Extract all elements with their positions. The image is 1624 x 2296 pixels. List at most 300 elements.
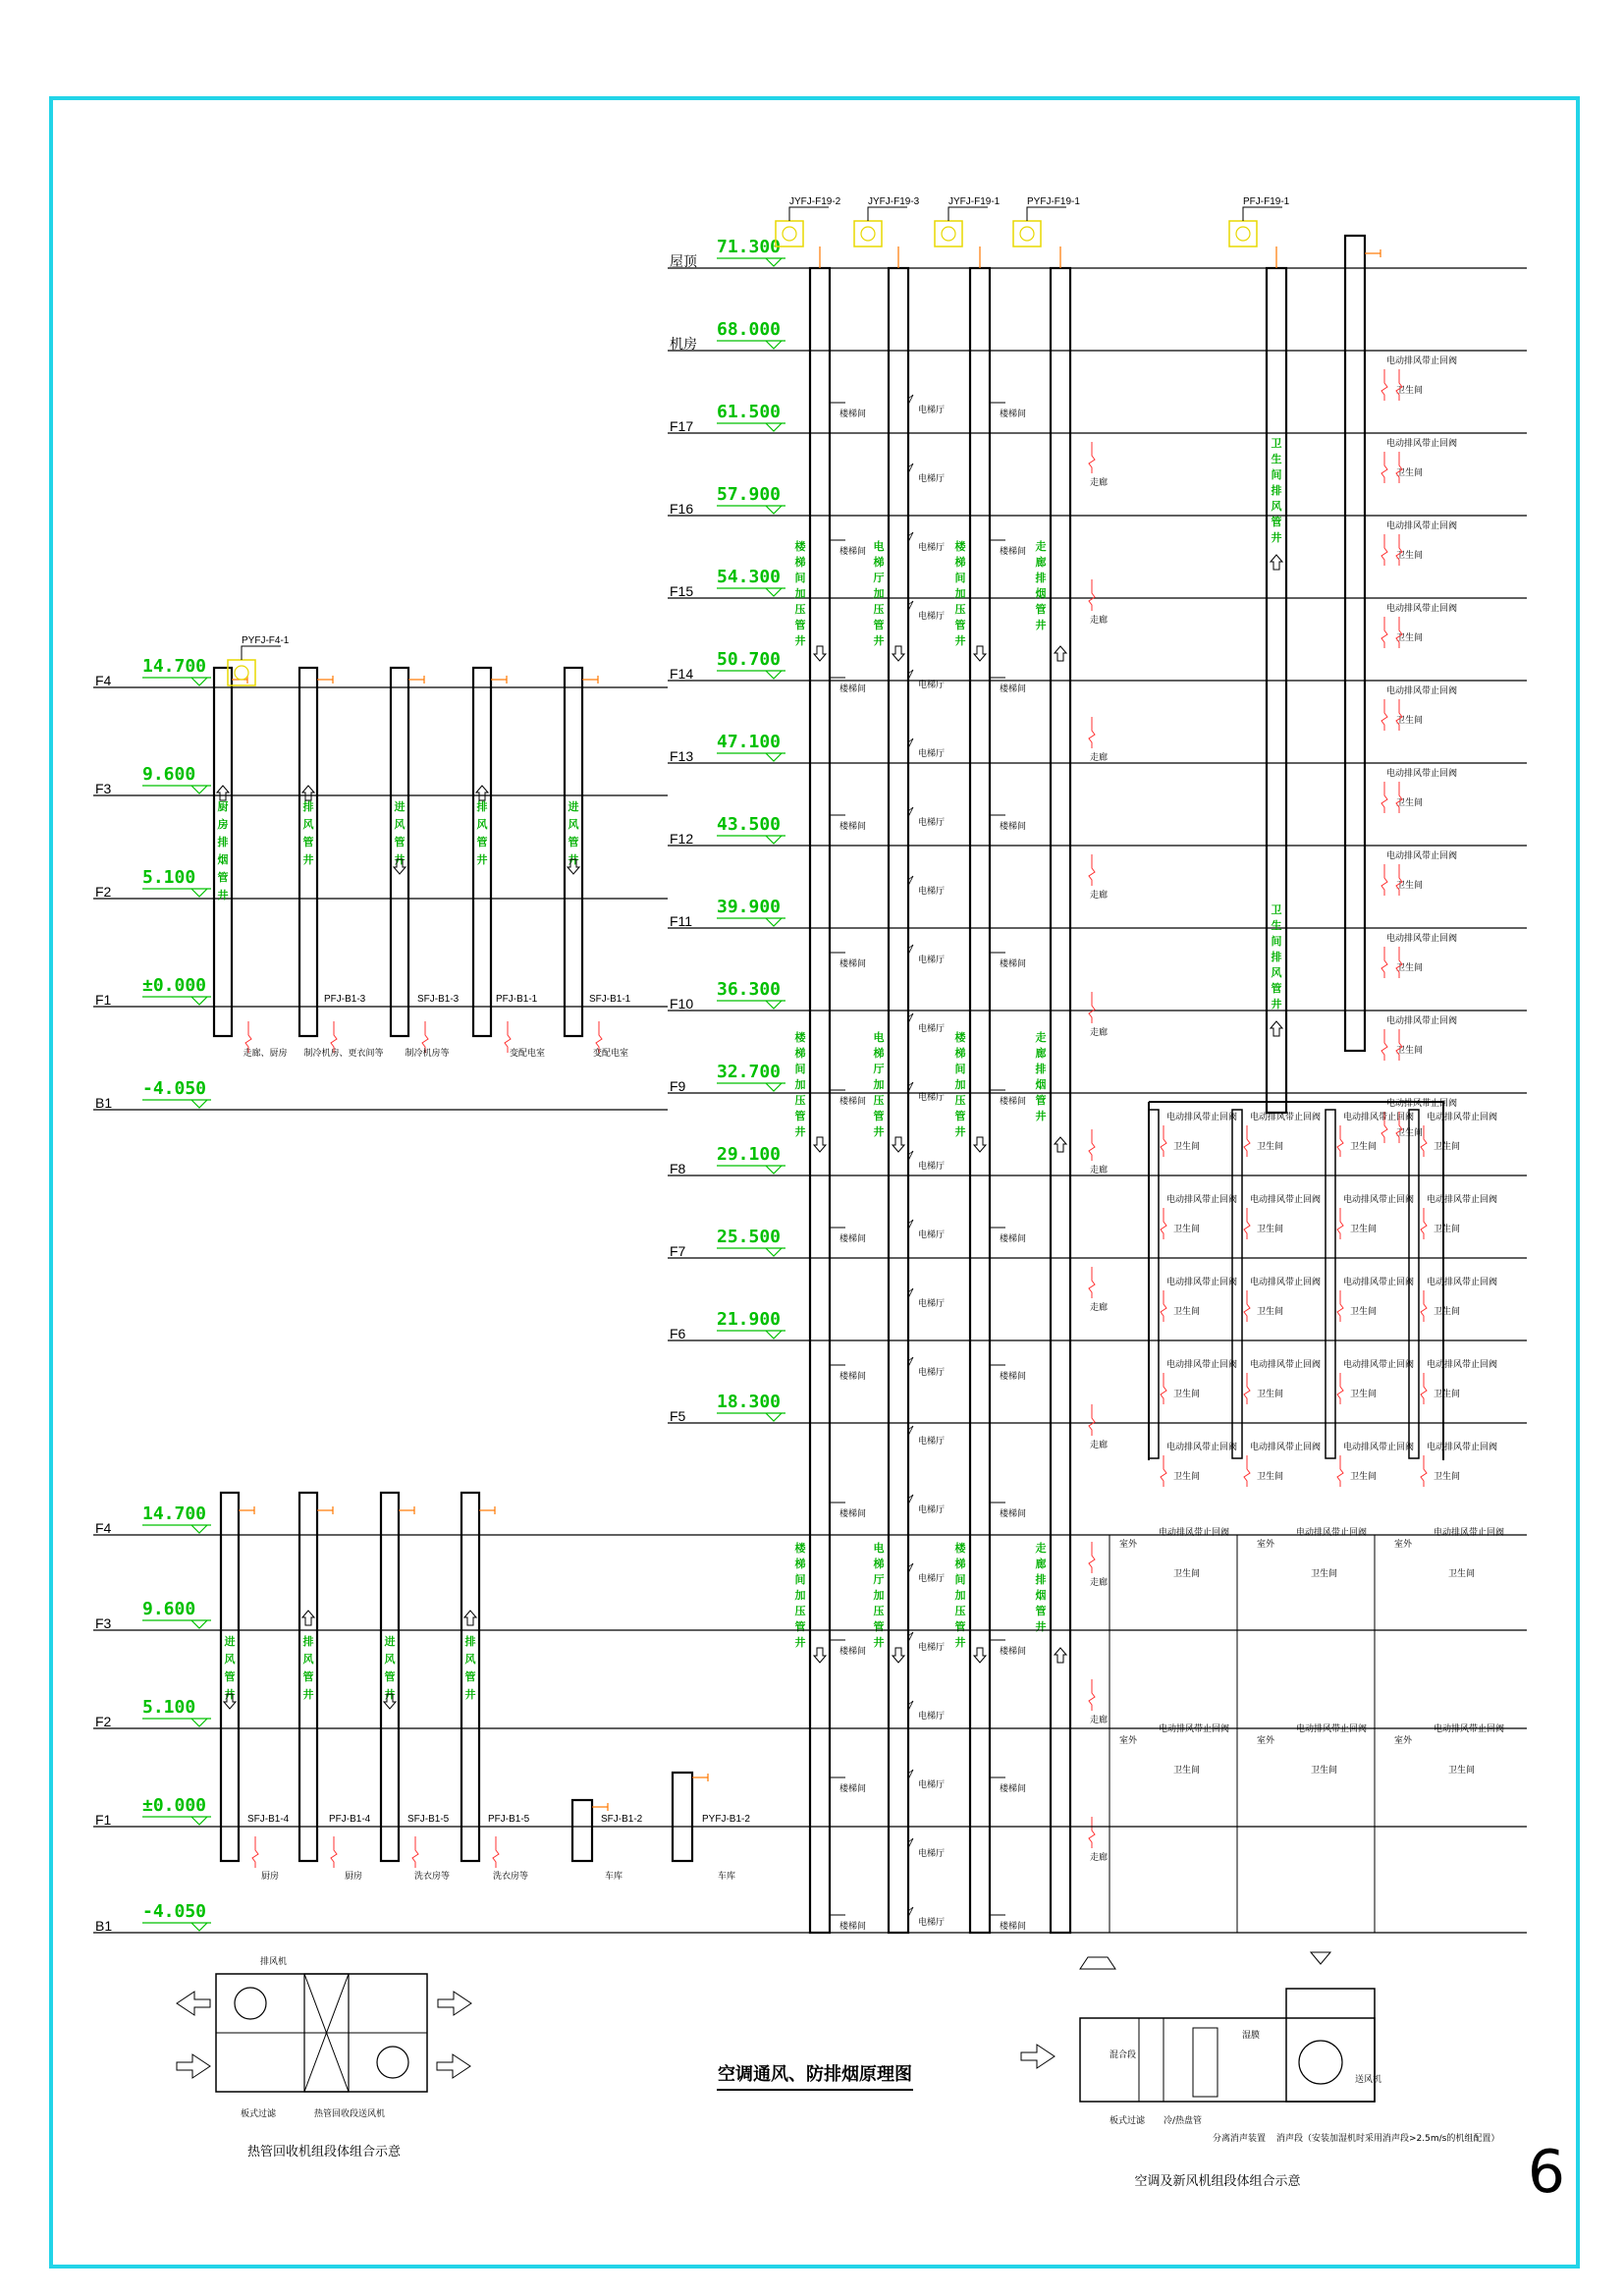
shaft-label: 风 <box>302 1653 314 1666</box>
damper-label: 电动排风带止回阀 <box>1386 686 1458 696</box>
room-label: 楼梯间 <box>1000 1509 1027 1519</box>
shaft-label: 生 <box>1271 919 1282 932</box>
room-label: 卫生间 <box>1448 1766 1476 1776</box>
room-label: 卫生间 <box>1396 1128 1424 1138</box>
shaft-label: 管 <box>1035 1094 1047 1107</box>
shaft-label: 烟 <box>217 853 229 866</box>
fan-tag: JYFJ-F19-1 <box>948 196 1001 207</box>
unit-label: 板式过滤 <box>1110 2116 1146 2126</box>
room-label: 室外 <box>1394 1540 1413 1550</box>
damper-label: 电动排风带止回阀 <box>1386 356 1458 366</box>
damper-label: 电动排风带止回阀 <box>1250 1195 1322 1205</box>
shaft-label: 井 <box>1035 1110 1047 1122</box>
fan-tag: PFJ-B1-5 <box>488 1814 530 1825</box>
floor-label: 屋顶 <box>670 253 697 269</box>
floor-label: F7 <box>670 1243 686 1259</box>
floor-label: F17 <box>670 418 694 434</box>
room-label: 楼梯间 <box>1000 959 1027 969</box>
room-label: 走廊 <box>1090 1028 1109 1038</box>
room-label: 卫生间 <box>1350 1390 1378 1399</box>
shaft-label: 梯 <box>873 1558 885 1570</box>
room-label: 楼梯间 <box>1000 1647 1027 1657</box>
room-label: 卫生间 <box>1173 1225 1201 1234</box>
shaft-label: 排 <box>1271 484 1282 497</box>
shaft-label: 压 <box>794 1094 806 1107</box>
room-label: 卫生间 <box>1396 1046 1424 1056</box>
damper-label: 电动排风带止回阀 <box>1250 1278 1322 1287</box>
elevation-label: 36.300 <box>717 979 782 1000</box>
shaft-label: 间 <box>1271 935 1282 948</box>
room-label: 走廊 <box>1090 753 1109 763</box>
room-label: 卫生间 <box>1173 1390 1201 1399</box>
shaft-label: 加 <box>873 1589 885 1602</box>
room-label: 卫生间 <box>1173 1766 1201 1776</box>
shaft-label: 廊 <box>1035 1558 1047 1570</box>
floor-label: F15 <box>670 583 694 599</box>
elevation-label: ±0.000 <box>142 1795 207 1816</box>
elevation-label: 14.700 <box>142 1503 207 1524</box>
shaft-label: 风 <box>1271 966 1282 979</box>
shaft-label: 梯 <box>954 556 966 569</box>
shaft-label: 烟 <box>1035 587 1047 600</box>
shaft-label: 加 <box>954 1589 966 1602</box>
unit-label: 送风机 <box>358 2109 386 2119</box>
shaft-label: 风 <box>384 1653 396 1666</box>
room-label: 室外 <box>1257 1540 1275 1550</box>
elevation-label: 57.900 <box>717 484 782 505</box>
damper-label: 电动排风带止回阀 <box>1296 1724 1368 1734</box>
room-label: 室外 <box>1119 1736 1138 1746</box>
shaft-label: 井 <box>384 1688 396 1701</box>
elevation-label: 14.700 <box>142 656 207 677</box>
room-label: 楼梯间 <box>1000 1097 1027 1107</box>
shaft-label: 进 <box>394 800 406 813</box>
room-label: 走廊 <box>1090 1441 1109 1450</box>
shaft-label: 梯 <box>873 1047 885 1060</box>
shaft-label: 加 <box>954 1078 966 1091</box>
floor-label: F9 <box>670 1078 686 1094</box>
room-label: 室外 <box>1394 1736 1413 1746</box>
shaft-label: 压 <box>954 603 966 616</box>
shaft-label: 井 <box>954 1636 966 1649</box>
shaft-label: 管 <box>394 836 406 848</box>
room-label: 室外 <box>1119 1540 1138 1550</box>
shaft-label: 梯 <box>873 556 885 569</box>
shaft-label: 井 <box>794 634 806 647</box>
room-label: 电梯厅 <box>918 1505 946 1515</box>
elevation-label: 9.600 <box>142 1599 196 1619</box>
elevation-label: 25.500 <box>717 1227 782 1247</box>
room-label: 走廊 <box>1090 1578 1109 1588</box>
elevation-label: 68.000 <box>717 319 782 340</box>
shaft-label: 井 <box>873 1125 885 1138</box>
damper-label: 电动排风带止回阀 <box>1427 1360 1498 1370</box>
room-label: 制冷机房等 <box>405 1049 450 1059</box>
damper-label: 电动排风带止回阀 <box>1343 1278 1415 1287</box>
shaft-label: 井 <box>1035 619 1047 631</box>
room-label: 卫生间 <box>1434 1307 1461 1317</box>
room-label: 洗衣房等 <box>492 1872 529 1882</box>
room-label: 电梯厅 <box>918 1093 946 1103</box>
floor-label: 机房 <box>670 336 697 352</box>
shaft-label: 井 <box>224 1688 236 1701</box>
room-label: 卫生间 <box>1396 963 1424 973</box>
room-label: 卫生间 <box>1311 1569 1338 1579</box>
shaft-label: 管 <box>794 619 806 631</box>
shaft-label: 井 <box>794 1125 806 1138</box>
elevation-label: 32.700 <box>717 1062 782 1082</box>
damper-label: 电动排风带止回阀 <box>1166 1113 1238 1122</box>
room-label: 电梯厅 <box>918 406 946 415</box>
room-label: 电梯厅 <box>918 1299 946 1309</box>
room-label: 室外 <box>1257 1736 1275 1746</box>
room-label: 走廊 <box>1090 478 1109 488</box>
shaft-label: 厨 <box>217 800 229 813</box>
shaft-label: 电 <box>873 1542 885 1555</box>
shaft-label: 管 <box>302 836 314 848</box>
room-label: 楼梯间 <box>839 1097 867 1107</box>
room-label: 制冷机房、更衣间等 <box>303 1049 384 1059</box>
damper-label: 电动排风带止回阀 <box>1386 769 1458 779</box>
room-label: 卫生间 <box>1396 468 1424 478</box>
shaft-label: 管 <box>1035 1605 1047 1617</box>
shaft-label: 管 <box>568 836 579 848</box>
damper-label: 电动排风带止回阀 <box>1159 1528 1230 1538</box>
shaft-label: 风 <box>476 818 488 831</box>
elevation-label: 39.900 <box>717 897 782 917</box>
shaft-label: 间 <box>794 1063 806 1075</box>
room-label: 走廊 <box>1090 891 1109 901</box>
room-label: 卫生间 <box>1173 1307 1201 1317</box>
damper-label: 电动排风带止回阀 <box>1250 1360 1322 1370</box>
elevation-label: 54.300 <box>717 567 782 587</box>
room-label: 走廊 <box>1090 616 1109 626</box>
floor-label: F4 <box>95 673 112 688</box>
shaft-label: 加 <box>873 1078 885 1091</box>
shaft-label: 管 <box>794 1110 806 1122</box>
room-label: 卫生间 <box>1396 716 1424 726</box>
floor-label: F3 <box>95 1615 112 1631</box>
shaft-label: 楼 <box>794 1031 806 1044</box>
shaft-label: 压 <box>873 1094 885 1107</box>
damper-label: 电动排风带止回阀 <box>1386 439 1458 449</box>
damper-label: 电动排风带止回阀 <box>1386 521 1458 531</box>
floor-label: F6 <box>670 1326 686 1341</box>
shaft-label: 管 <box>954 619 966 631</box>
fan-tag: JYFJ-F19-2 <box>789 196 841 207</box>
damper-label: 电动排风带止回阀 <box>1427 1443 1498 1452</box>
room-label: 卫生间 <box>1350 1472 1378 1482</box>
unit-label: 混合段 <box>1110 2050 1137 2060</box>
damper-label: 电动排风带止回阀 <box>1159 1724 1230 1734</box>
shaft-label: 楼 <box>954 1542 966 1555</box>
shaft-label: 加 <box>794 1589 806 1602</box>
elevation-label: 9.600 <box>142 764 196 785</box>
damper-label: 电动排风带止回阀 <box>1166 1443 1238 1452</box>
fan-tag: PYFJ-F4-1 <box>242 635 290 646</box>
unit-label: 热管回收段 <box>314 2109 359 2119</box>
room-label: 卫生间 <box>1350 1225 1378 1234</box>
room-label: 卫生间 <box>1257 1225 1284 1234</box>
floor-label: F13 <box>670 748 694 764</box>
shaft-label: 廊 <box>1035 1047 1047 1060</box>
shaft-label: 楼 <box>794 1542 806 1555</box>
room-label: 洗衣房等 <box>413 1872 451 1882</box>
elevation-label: 43.500 <box>717 814 782 835</box>
damper-label: 电动排风带止回阀 <box>1343 1360 1415 1370</box>
shaft-label: 井 <box>1035 1620 1047 1633</box>
shaft-label: 间 <box>1271 468 1282 481</box>
elevation-label: 5.100 <box>142 1697 196 1718</box>
damper-label: 电动排风带止回阀 <box>1427 1195 1498 1205</box>
damper-label: 电动排风带止回阀 <box>1427 1113 1498 1122</box>
room-label: 卫生间 <box>1434 1142 1461 1152</box>
page-number: 6 <box>1527 2138 1566 2207</box>
room-label: 电梯厅 <box>918 887 946 897</box>
room-label: 走廊 <box>1090 1716 1109 1725</box>
shaft-label: 管 <box>954 1620 966 1633</box>
floor-label: F5 <box>670 1408 686 1424</box>
damper-label: 电动排风带止回阀 <box>1343 1195 1415 1205</box>
room-label: 楼梯间 <box>839 822 867 832</box>
elevation-label: -4.050 <box>142 1901 207 1922</box>
floor-label: F1 <box>95 1812 112 1828</box>
damper-label: 电动排风带止回阀 <box>1166 1360 1238 1370</box>
room-label: 卫生间 <box>1396 881 1424 891</box>
damper-label: 电动排风带止回阀 <box>1434 1724 1505 1734</box>
shaft-label: 井 <box>1271 998 1282 1011</box>
shaft-label: 排 <box>302 800 314 813</box>
room-label: 卫生间 <box>1257 1390 1284 1399</box>
shaft-label: 排 <box>1035 572 1047 584</box>
floor-label: F14 <box>670 666 694 682</box>
room-label: 楼梯间 <box>1000 1922 1027 1932</box>
shaft-label: 风 <box>1271 500 1282 513</box>
fan-tag: PFJ-B1-1 <box>496 994 538 1005</box>
room-label: 楼梯间 <box>839 1784 867 1794</box>
shaft-label: 井 <box>394 853 406 866</box>
damper-label: 电动排风带止回阀 <box>1343 1113 1415 1122</box>
shaft-label: 井 <box>302 853 314 866</box>
shaft-label: 井 <box>302 1688 314 1701</box>
shaft-label: 排 <box>1035 1063 1047 1075</box>
shaft-label: 烟 <box>1035 1589 1047 1602</box>
shaft-label: 管 <box>873 1110 885 1122</box>
room-label: 楼梯间 <box>1000 410 1027 419</box>
shaft-label: 管 <box>384 1670 396 1683</box>
room-label: 卫生间 <box>1173 1472 1201 1482</box>
shaft-label: 管 <box>217 871 229 884</box>
damper-label: 电动排风带止回阀 <box>1386 1016 1458 1026</box>
floor-label: F2 <box>95 1714 112 1729</box>
shaft-label: 走 <box>1035 540 1047 553</box>
shaft-label: 电 <box>873 540 885 553</box>
room-label: 楼梯间 <box>1000 1784 1027 1794</box>
room-label: 电梯厅 <box>918 1918 946 1928</box>
shaft-label: 管 <box>302 1670 314 1683</box>
room-label: 厨房 <box>260 1872 280 1882</box>
room-label: 电梯厅 <box>918 1437 946 1447</box>
shaft-label: 井 <box>954 634 966 647</box>
room-label: 卫生间 <box>1257 1142 1284 1152</box>
shaft-label: 管 <box>476 836 488 848</box>
shaft-label: 管 <box>1271 982 1282 995</box>
shaft-label: 井 <box>873 1636 885 1649</box>
shaft-label: 管 <box>224 1670 236 1683</box>
elevation-label: 71.300 <box>717 237 782 257</box>
room-label: 卫生间 <box>1448 1569 1476 1579</box>
shaft-label: 进 <box>384 1635 396 1648</box>
unit-caption: 空调及新风机组段体组合示意 <box>1134 2174 1301 2189</box>
room-label: 楼梯间 <box>1000 1234 1027 1244</box>
shaft-label: 管 <box>794 1620 806 1633</box>
floor-label: F16 <box>670 501 694 517</box>
fan-tag: PFJ-B1-3 <box>324 994 366 1005</box>
damper-label: 电动排风带止回阀 <box>1386 1099 1458 1109</box>
damper-label: 电动排风带止回阀 <box>1343 1443 1415 1452</box>
room-label: 电梯厅 <box>918 1643 946 1653</box>
shaft-label: 电 <box>873 1031 885 1044</box>
floor-label: F2 <box>95 884 112 900</box>
shaft-label: 风 <box>302 818 314 831</box>
room-label: 楼梯间 <box>839 547 867 557</box>
shaft-label: 梯 <box>794 556 806 569</box>
shaft-label: 管 <box>873 1620 885 1633</box>
shaft-label: 间 <box>954 1573 966 1586</box>
shaft-label: 房 <box>217 818 229 831</box>
shaft-label: 楼 <box>954 1031 966 1044</box>
shaft-label: 排 <box>476 800 488 813</box>
room-label: 电梯厅 <box>918 1712 946 1722</box>
shaft-label: 管 <box>464 1670 476 1683</box>
shaft-label: 间 <box>794 1573 806 1586</box>
room-label: 电梯厅 <box>918 474 946 484</box>
room-label: 电梯厅 <box>918 681 946 690</box>
elevation-label: 61.500 <box>717 402 782 422</box>
room-label: 楼梯间 <box>839 1509 867 1519</box>
damper-label: 电动排风带止回阀 <box>1166 1195 1238 1205</box>
room-label: 电梯厅 <box>918 1574 946 1584</box>
room-label: 变配电室 <box>592 1049 629 1059</box>
shaft-label: 井 <box>1271 531 1282 544</box>
elevation-label: 5.100 <box>142 867 196 888</box>
shaft-label: 加 <box>794 1078 806 1091</box>
shaft-label: 井 <box>794 1636 806 1649</box>
fan-tag: SFJ-B1-4 <box>247 1814 290 1825</box>
shaft-label: 压 <box>873 1605 885 1617</box>
shaft-label: 井 <box>464 1688 476 1701</box>
room-label: 卫生间 <box>1396 551 1424 561</box>
shaft-label: 间 <box>954 572 966 584</box>
room-label: 车库 <box>717 1872 736 1882</box>
room-label: 楼梯间 <box>1000 1372 1027 1382</box>
room-label: 卫生间 <box>1257 1307 1284 1317</box>
shaft-label: 压 <box>794 603 806 616</box>
floor-label: F10 <box>670 996 694 1011</box>
shaft-label: 风 <box>568 818 579 831</box>
unit-label: 板式过滤 <box>241 2109 277 2119</box>
shaft-label: 卫 <box>1271 903 1282 916</box>
room-label: 卫生间 <box>1350 1142 1378 1152</box>
shaft-label: 井 <box>217 889 229 902</box>
shaft-label: 排 <box>464 1635 476 1648</box>
shaft-label: 井 <box>476 853 488 866</box>
room-label: 走廊、厨房 <box>243 1049 288 1059</box>
shaft-label: 间 <box>954 1063 966 1075</box>
damper-label: 电动排风带止回阀 <box>1250 1113 1322 1122</box>
room-label: 楼梯间 <box>1000 547 1027 557</box>
shaft-label: 梯 <box>954 1558 966 1570</box>
damper-label: 电动排风带止回阀 <box>1296 1528 1368 1538</box>
room-label: 卫生间 <box>1311 1766 1338 1776</box>
shaft-label: 加 <box>954 587 966 600</box>
fan-tag: SFJ-B1-3 <box>417 994 460 1005</box>
shaft-label: 井 <box>568 853 579 866</box>
room-label: 卫生间 <box>1434 1390 1461 1399</box>
unit-label: 冷/热盘管 <box>1164 2116 1203 2126</box>
floor-label: F3 <box>95 781 112 796</box>
shaft-label: 加 <box>873 587 885 600</box>
room-label: 电梯厅 <box>918 818 946 828</box>
room-label: 楼梯间 <box>839 1372 867 1382</box>
unit-label: 消声段（安装加湿机时采用消声段>2.5m/s的机组配置） <box>1276 2134 1500 2144</box>
shaft-label: 进 <box>224 1635 236 1648</box>
floor-label: F12 <box>670 831 694 847</box>
fan-tag: JYFJ-F19-3 <box>868 196 920 207</box>
room-label: 楼梯间 <box>839 1234 867 1244</box>
shaft-label: 梯 <box>954 1047 966 1060</box>
room-label: 走廊 <box>1090 1853 1109 1863</box>
fan-tag: SFJ-B1-2 <box>601 1814 643 1825</box>
damper-label: 电动排风带止回阀 <box>1386 851 1458 861</box>
room-label: 电梯厅 <box>918 1024 946 1034</box>
elevation-label: 18.300 <box>717 1392 782 1412</box>
shaft-label: 风 <box>224 1653 236 1666</box>
room-label: 电梯厅 <box>918 1162 946 1172</box>
shaft-label: 风 <box>394 818 406 831</box>
shaft-label: 管 <box>1271 516 1282 528</box>
room-label: 楼梯间 <box>839 1922 867 1932</box>
elevation-label: 50.700 <box>717 649 782 670</box>
elevation-label: 47.100 <box>717 732 782 752</box>
room-label: 走廊 <box>1090 1166 1109 1175</box>
elevation-label: -4.050 <box>142 1078 207 1099</box>
shaft-label: 梯 <box>794 1047 806 1060</box>
unit-caption: 热管回收机组段体组合示意 <box>246 2145 402 2159</box>
fan-tag: PFJ-F19-1 <box>1243 196 1290 207</box>
room-label: 楼梯间 <box>839 959 867 969</box>
shaft-label: 梯 <box>794 1558 806 1570</box>
floor-label: F4 <box>95 1520 112 1536</box>
shaft-label: 厅 <box>873 1063 885 1075</box>
room-label: 卫生间 <box>1396 798 1424 808</box>
room-label: 电梯厅 <box>918 749 946 759</box>
damper-label: 电动排风带止回阀 <box>1427 1278 1498 1287</box>
shaft-label: 管 <box>1035 603 1047 616</box>
room-label: 走廊 <box>1090 1303 1109 1313</box>
room-label: 电梯厅 <box>918 1780 946 1790</box>
shaft-label: 卫 <box>1271 437 1282 450</box>
room-label: 楼梯间 <box>839 1647 867 1657</box>
room-label: 楼梯间 <box>839 410 867 419</box>
drawing-title: 空调通风、防排烟原理图 <box>718 2064 912 2085</box>
unit-label: 排风机 <box>260 1957 288 1967</box>
damper-label: 电动排风带止回阀 <box>1166 1278 1238 1287</box>
room-label: 厨房 <box>344 1872 363 1882</box>
room-label: 电梯厅 <box>918 612 946 622</box>
room-label: 车库 <box>604 1872 623 1882</box>
shaft-label: 排 <box>217 836 229 848</box>
